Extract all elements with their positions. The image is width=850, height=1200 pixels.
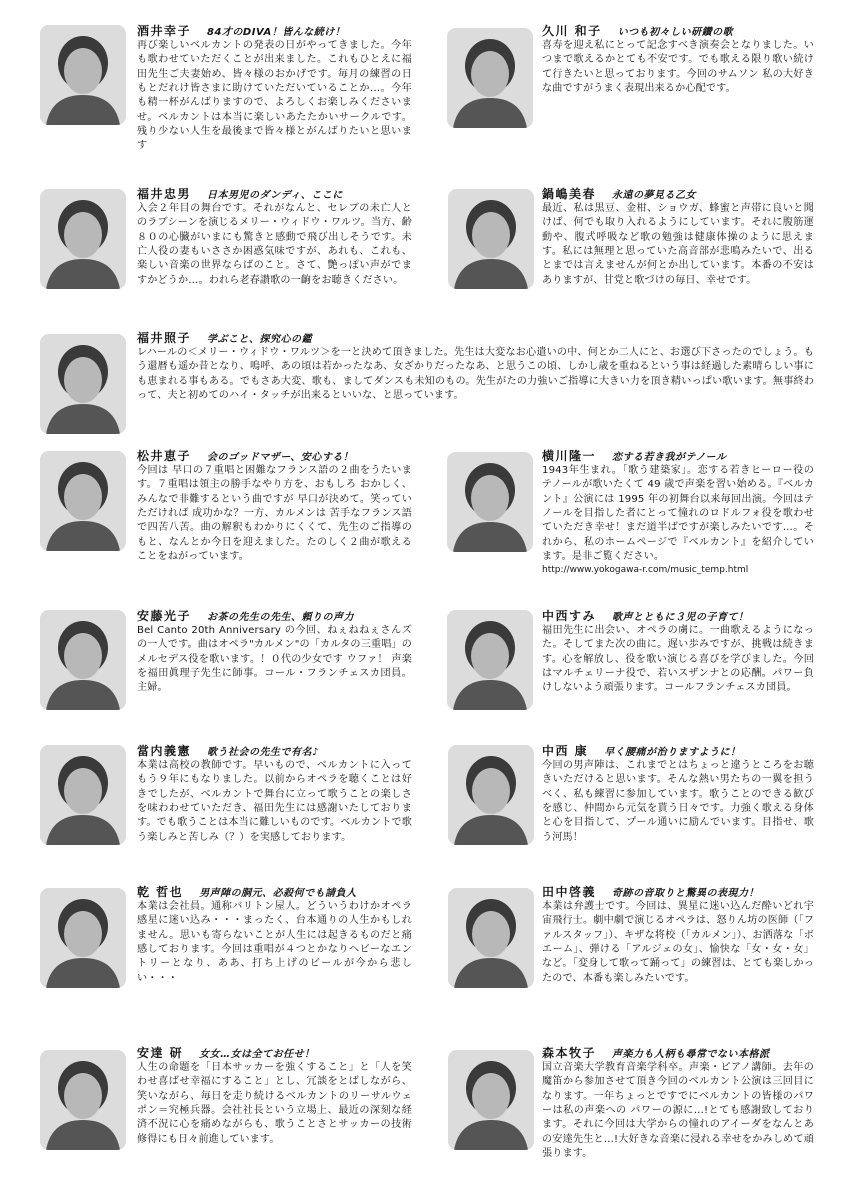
- portrait-photo: [40, 610, 126, 710]
- member-tagline: 84才のDIVA！皆んな続け！: [207, 27, 346, 38]
- member-tagline: 会のゴッドマザー、安心する！: [207, 452, 354, 463]
- member-tagline: 男声陣の胴元、必殺何でも請負人: [199, 888, 357, 899]
- member-tagline: 学ぶこと、探究心の鑑: [207, 334, 313, 345]
- member-name: 安達 研: [137, 1046, 184, 1060]
- portrait-photo: [40, 1050, 126, 1150]
- portrait-silhouette: [447, 452, 533, 552]
- member-name: 松井恵子: [137, 449, 192, 463]
- member-tagline: いつも初々しい研鑽の歌: [617, 27, 734, 38]
- member-name: 田中啓義: [542, 885, 597, 899]
- member-name: 中西 康: [542, 744, 589, 758]
- member-tagline: お茶の先生の先生、頼りの声力: [207, 612, 355, 623]
- portrait-silhouette: [448, 888, 534, 988]
- member-name: 安藤光子: [137, 609, 192, 623]
- portrait-photo: [447, 610, 533, 710]
- member-name: 森本牧子: [542, 1046, 597, 1060]
- portrait-silhouette: [447, 610, 533, 710]
- portrait-photo: [40, 888, 126, 988]
- member-name: 當内義憲: [137, 744, 192, 758]
- member-tagline: 早く腰痛が治りますように！: [604, 747, 741, 758]
- member-name: 中西すみ: [542, 609, 597, 623]
- portrait-photo: [447, 28, 533, 128]
- member-name: 久川 和子: [542, 24, 602, 38]
- portrait-photo: [448, 888, 534, 988]
- member-bio: 喜寿を迎え私にとって記念すべき演奏会となりました。いつまで歌えるかとても不安です。でも歌える限り歌い続けて行きたいと思っております。今回のサムソン 私の大好きな曲ですがうまく表現出来るか心配です。: [542, 40, 814, 95]
- portrait-silhouette: [448, 189, 534, 289]
- portrait-photo: [40, 25, 126, 125]
- portrait-silhouette: [447, 28, 533, 128]
- member-name: 酒井幸子: [137, 24, 192, 38]
- portrait-photo: [40, 451, 126, 551]
- member-name: 福井忠男: [137, 187, 192, 201]
- member-tagline: 歌う社会の先生で有名♪: [207, 747, 319, 758]
- portrait-photo: [447, 452, 533, 552]
- member-name: 横川隆一: [542, 449, 597, 463]
- member-tagline: 声楽力も人柄も尋常でない本格派: [612, 1049, 770, 1060]
- member-name: 鍋嶋美春: [542, 187, 597, 201]
- member-tagline: 恋する若き我がテノール: [612, 452, 727, 463]
- member-bio: 最近、私は黒豆、金柑、ショウガ、蜂蜜と声帯に良いと聞けば、何でも取り入れるようにしています。それに腹筋運動や、腹式呼吸など歌の勉強は健康体操のように思えます。私には無理と思っていた高音部が悲鳴みたいで、出るとまでは言えませんが何とか出しています。本番の不安はありますが、甘党と歌づけの毎日、幸せです。: [542, 203, 814, 286]
- portrait-photo: [448, 745, 534, 845]
- member-name: 乾 哲也: [137, 885, 184, 899]
- portrait-photo: [40, 189, 126, 289]
- member-bio: 福田先生に出会い、オペラの虜に。一曲歌えるようになった。そしてまた次の曲に。遅い歩みですが、挑戦は続きます。心を解放し、役を歌い演じる喜びを学びました。今回はマルチェリーナ役で、若いスザンナとの応酬。パワー負けしないよう頑張ります。コールフランチェスカ団員。: [542, 625, 814, 694]
- member-tagline: 日本男児のダンディ、ここに: [207, 190, 343, 201]
- member-tagline: 歌声とともに３児の子育て！: [612, 612, 749, 623]
- member-tagline: 永遠の夢見る乙女: [612, 190, 697, 201]
- member-bio: 入会２年目の舞台です。それがなんと、セレブの未亡人とのラブシーンを演じるメリー・ウィドウ・ワルツ。当方、齢８０の心臓がいまにも驚きと感動で飛び出しそうです。未亡人役の妻もいささか困惑気味ですが、あれも、これも、楽しい音楽の世界ならばのこと。さて、艶っぽい声がでますかどうか…。われら老春讃歌の一齣をお聴きください。: [137, 203, 412, 286]
- member-bio: 本業は弁護士です。今回は、異星に迷い込んだ酔いどれ宇宙飛行士。劇中劇で演じるオペラは、怒りん坊の医師（「ファルスタッフ」）、キザな将校（「カルメン」）、お洒落な「ボエーム」、弾ける「アルジェの女」、愉快な「女・女・女」など。「変身して歌って踊って」の練習は、とても楽しかったので、本番も楽しみたいです。: [542, 901, 814, 984]
- portrait-photo: [448, 1050, 534, 1150]
- portrait-silhouette: [448, 1050, 534, 1150]
- member-bio: 1943年生まれ。「歌う建築家」。恋する若きヒーロー役のテノールが歌いたくて 49 歳で声楽を習い始める。『ベルカント』公演には 1995 年の初舞台以来毎回出演。今回はテノールを目指した者にとって憧れのロドルフォ役を歌わせていただき幸せ！まだ道半ばですが楽しみたいです…。それから、私のホームページで『ベルカント』を紹介しています。是非ご覧ください。: [542, 465, 814, 563]
- member-bio: 本業は会社員。通称バリトン屋人。どういうわけかオペラ感星に迷い込み・・・まったく、台本通りの人生かもしれません。思いも寄らないことが人生には起きるものだと痛感しております。今回は重唱が４つとかなりヘビーなエントリーとなり、ああ、打ち上げのビールが今から悲しい・・・: [137, 901, 412, 984]
- portrait-silhouette: [40, 610, 126, 710]
- member-name: 福井照子: [137, 331, 192, 345]
- homepage-url: http://www.yokogawa-r.com/music_temp.html: [542, 565, 749, 576]
- member-bio: 今回は 早口の７重唱と困難なフランス語の２曲をうたいます。７重唱は領主の勝手なやり方を、おもしろ おかしく、みんなで非難するという曲ですが 早口が決めて。笑っていただければ 成功かな？一方、カルメンは 苦手なフランス語で四苦八苦。曲の解釈もわかりにくくて、先生のご指導のもと、なんとか今日を迎えました。たのしく２曲が歌えることをねがっています。: [137, 465, 412, 563]
- member-bio: レハールの＜メリー・ウィドウ・ワルツ＞を一と決めて頂きました。先生は大変なお心遣いの中、何とか二人にと、お選び下さったのでしょう。もう還暦も遥か昔となり、嗚呼、あの頃は若かったなあ、女ざかりだったなあ、と思うこの頃、しかし歳を重ねるという事は経過した素晴らしい事にも恵まれる事もある。でもさあ大変、歌も、ましてダンスも未知のもの。先生がたの力強いご指導に大きい力を頂き精いっぱい歌います。無事終わって、夫と初めてのハイ・タッチが出来るといいな、と思っています。: [137, 347, 814, 402]
- portrait-silhouette: [40, 25, 126, 125]
- member-tagline: 奇跡の音取りと驚異の表現力！: [612, 888, 760, 899]
- member-bio: 本業は高校の教師です。早いもので、ベルカントに入ってもう９年にもなりました。以前からオペラを聴くことは好きでしたが、ベルカントで舞台に立って歌うことの楽しさを味わわせていただき、福田先生には感謝いたしております。でも歌うことは本当に難しいものです。ベルカントで歌う楽しみと苦しみ（？）を実感しております。: [137, 760, 412, 843]
- member-bio: 国立音楽大学教育音楽学科卒。声楽・ピアノ講師。去年の魔笛から参加させて頂き今回のベルカント公演は三回目になります。一年ちょっとですでにベルカントの皆様のパワーは私の声楽への パワーの源に…!とても感謝致しております。それに今回は大学からの憧れのアイーダをなんとあの安達先生と…!大好きな音楽に浸れる幸せをかみしめて頑張ります。: [542, 1062, 814, 1160]
- portrait-silhouette: [40, 451, 126, 551]
- portrait-silhouette: [40, 888, 126, 988]
- portrait-silhouette: [40, 189, 126, 289]
- portrait-silhouette: [40, 334, 126, 434]
- portrait-silhouette: [448, 745, 534, 845]
- portrait-silhouette: [40, 745, 126, 845]
- member-bio: 今回の男声陣は、これまでとはちょっと違うところをお聴きいただけると思います。そんな熱い男たちの一翼を担うべく、私も練習に参加しています。歌うことのできる歓びを感じ、仲間から元気を貰う日々です。力強く歌える身体と心を目指して、プール通いに励んでいます。目指せ、歌う河馬！: [542, 760, 814, 843]
- portrait-photo: [40, 334, 126, 434]
- portrait-photo: [40, 745, 126, 845]
- portrait-photo: [448, 189, 534, 289]
- member-bio: 人生の命題を「日本サッカーを強くすること」と「人を笑わせ喜ばせ幸福にすること」とし、冗談をとばしながら、笑いながら、毎日を走り続けるベルカントのリーサルウェポン＝究極兵器。会社社長という立場上、最近の深刻な経済不況に心を痛めながらも、歌うことさとサッカーの技術修得にも日々前進しています。: [137, 1062, 412, 1145]
- member-bio: Bel Canto 20th Anniversary の今回、ねぇねねぇさんズの一人です。曲はオペラ"カルメン"の「カルタの三重唱」のメルセデス役を歌います。！０代の少女です ウファ！ 声楽を福田眞理子先生に師事。コール・フランチェスカ団員。主婦。: [137, 625, 412, 694]
- portrait-silhouette: [40, 1050, 126, 1150]
- member-tagline: 女女…女は全てお任せ！: [199, 1049, 315, 1060]
- member-bio: 再び楽しいベルカントの発表の日がやってきました。今年も歌わせていただくことが出来ました。これもひとえに福田先生ご夫妻始め、皆々様のおかげです。毎月の練習の日もとだれけ皆さまに助けていただいていることか…。今年も精一杯がんばりますので、よろしくお楽しみくださいませ。ベルカントは本当に楽しいあたたかいサークルです。残り少ない人生を最後まで皆々様とがんばりたいと思います: [137, 40, 412, 152]
